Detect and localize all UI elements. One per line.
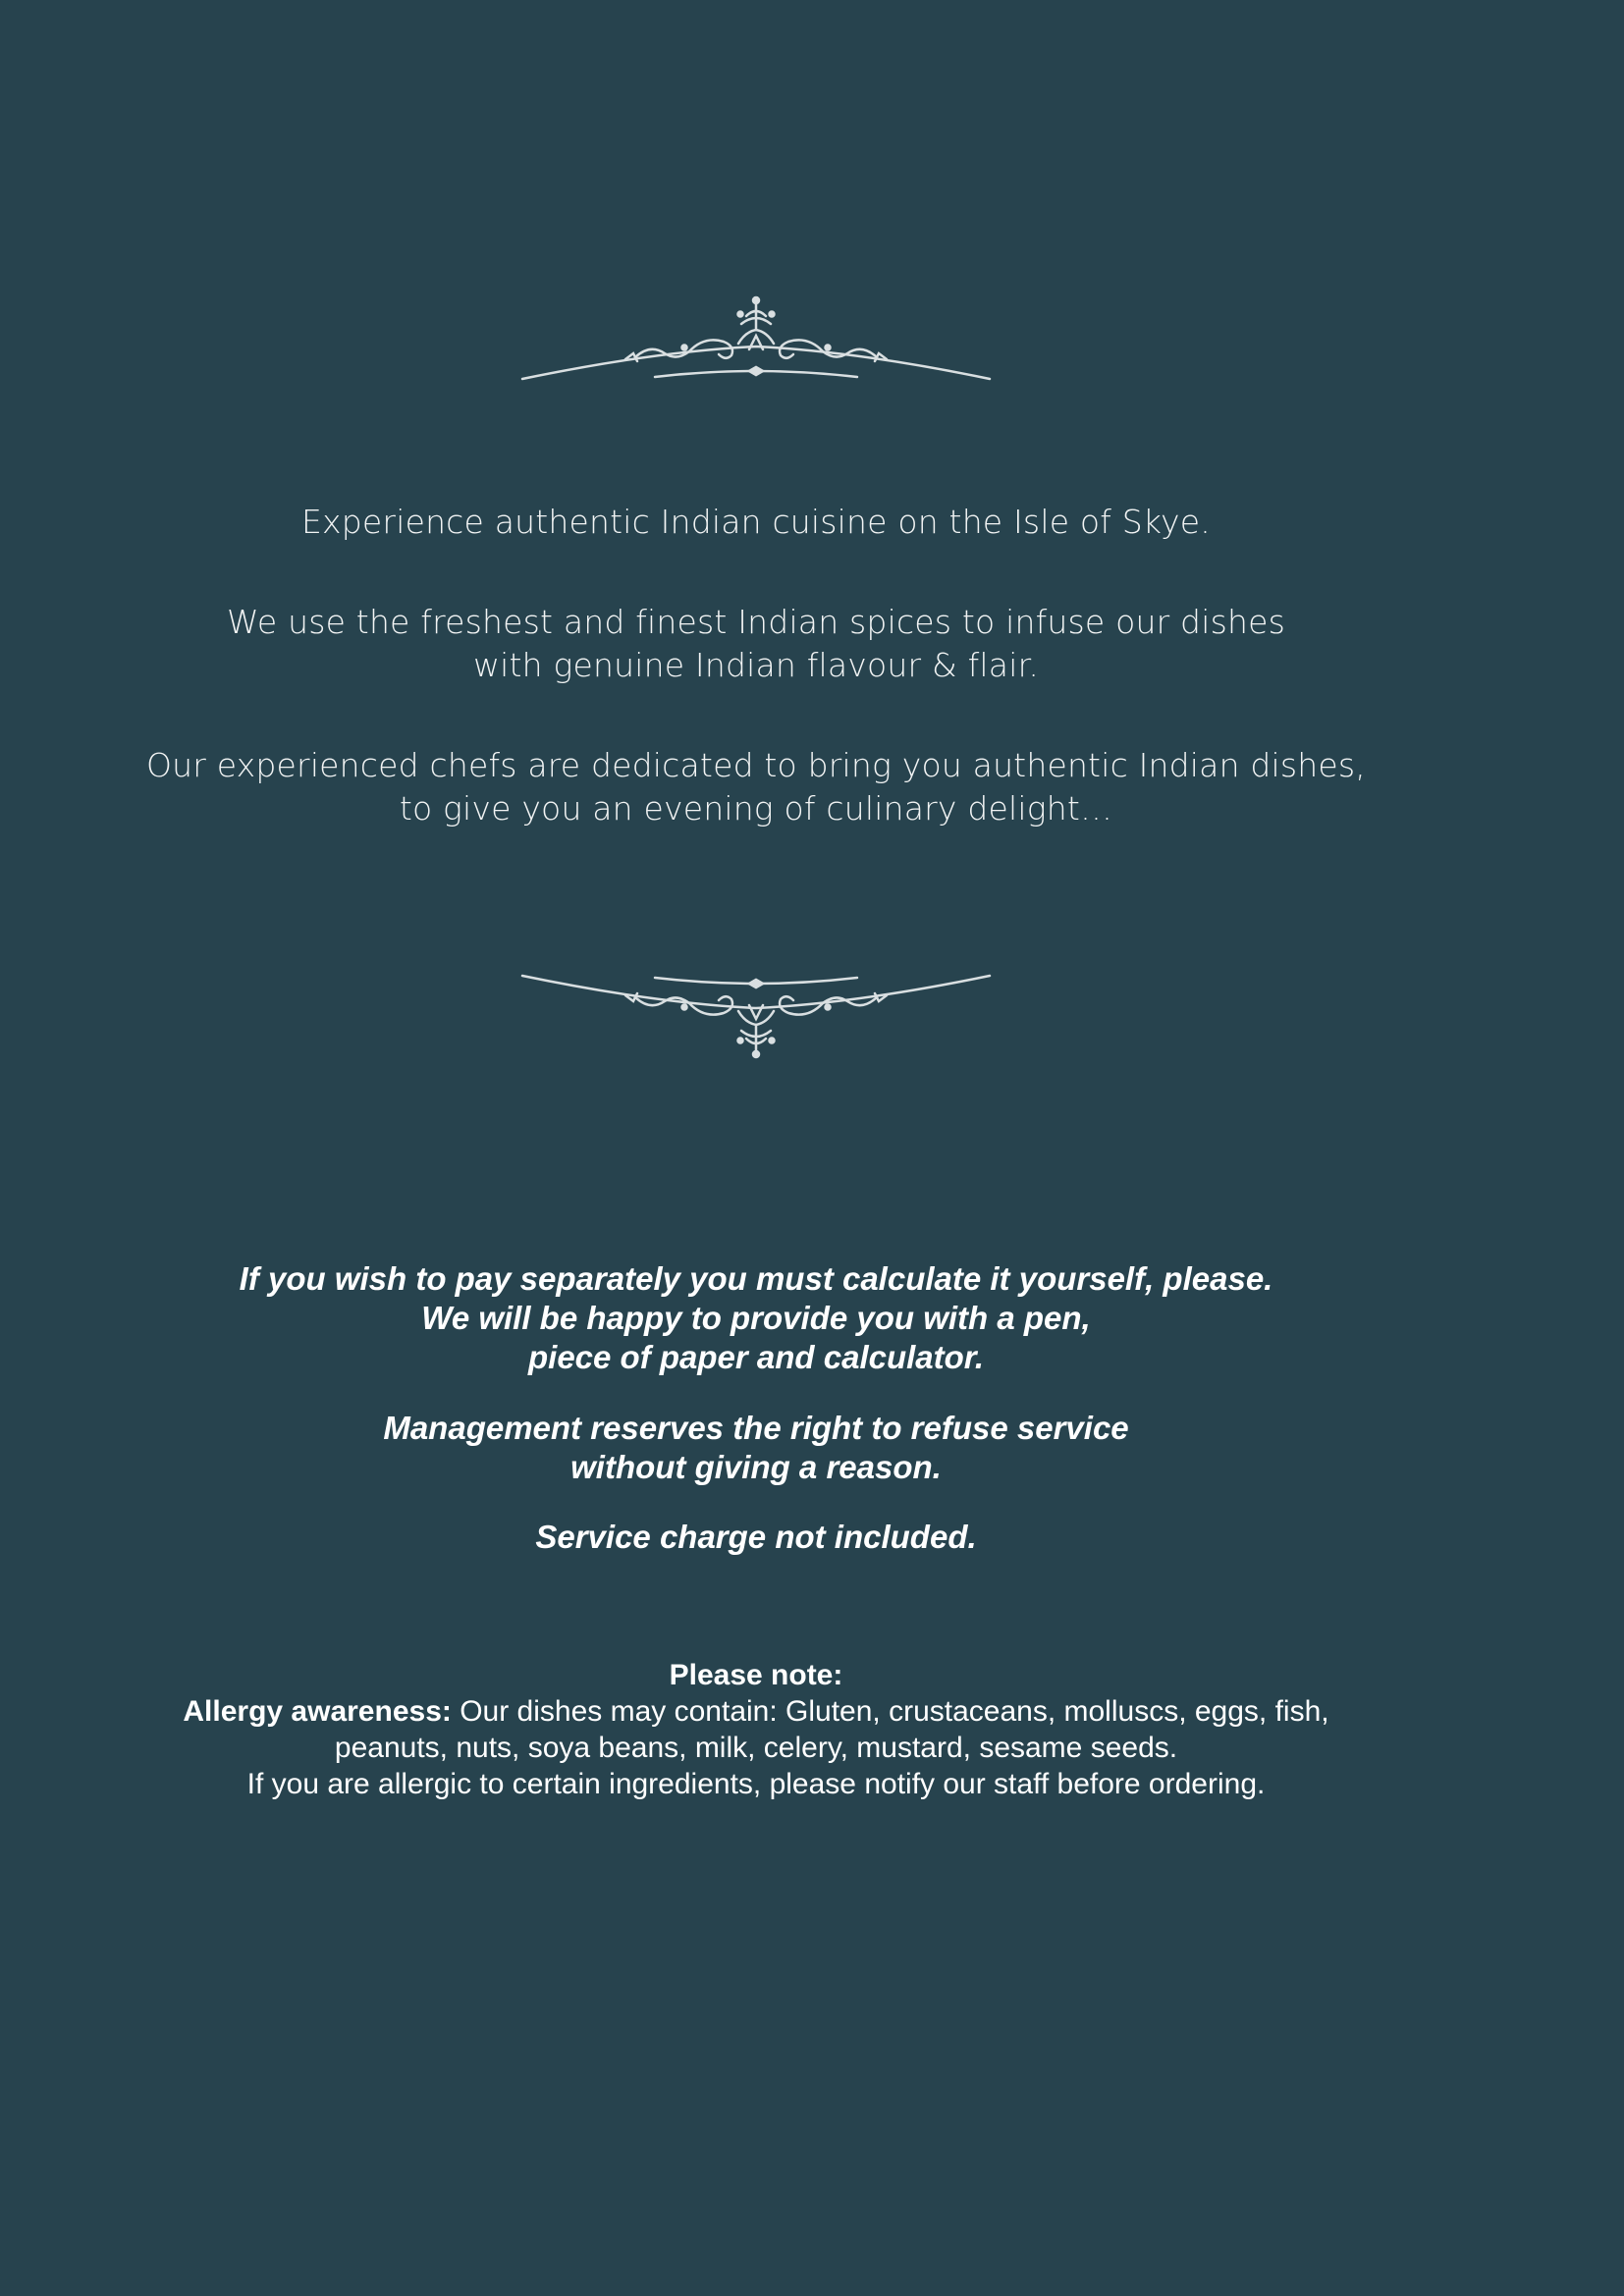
intro-paragraph-1 bbox=[0, 501, 1512, 544]
service-charge-notice bbox=[0, 1518, 1512, 1557]
bottom-flourish-ornament bbox=[517, 964, 995, 1062]
allergy-label: Allergy awareness: bbox=[183, 1695, 452, 1728]
intro-line: with genuine Indian flavour & flair. bbox=[472, 646, 1040, 684]
policy-line: We will be happy to provide you with a pen, bbox=[421, 1300, 1091, 1336]
policy-line: If you wish to pay separately you must calculate it yourself, please. bbox=[239, 1260, 1273, 1297]
intro-line: We use the freshest and finest Indian spices to infuse our dishes bbox=[227, 603, 1285, 641]
allergy-notice bbox=[0, 1657, 1512, 1802]
policy-line: Management reserves the right to refuse service bbox=[383, 1410, 1129, 1446]
top-flourish-ornament bbox=[517, 293, 995, 391]
intro-line: Experience authentic Indian cuisine on the Isle of Skye. bbox=[301, 503, 1211, 541]
allergy-line-1 bbox=[0, 1693, 1512, 1730]
policy-line: without giving a reason. bbox=[570, 1449, 942, 1485]
intro-line: Our experienced chefs are dedicated to bring you authentic Indian dishes, bbox=[146, 746, 1366, 784]
intro-paragraph-2 bbox=[0, 601, 1512, 687]
allergy-heading: Please note: bbox=[669, 1659, 843, 1691]
policy-line: Service charge not included. bbox=[535, 1519, 977, 1555]
allergy-text: Our dishes may contain: Gluten, crustaceans, molluscs, eggs, fish, bbox=[451, 1695, 1329, 1728]
intro-paragraph-3 bbox=[0, 744, 1512, 830]
separate-payment-notice bbox=[0, 1259, 1512, 1377]
allergy-line-3: If you are allergic to certain ingredients, please notify our staff before ordering. bbox=[246, 1768, 1266, 1800]
allergy-line-2: peanuts, nuts, soya beans, milk, celery, mustard, sesame seeds. bbox=[334, 1732, 1178, 1764]
refuse-service-notice bbox=[0, 1409, 1512, 1487]
intro-line: to give you an evening of culinary delight… bbox=[399, 789, 1113, 828]
policy-line: piece of paper and calculator. bbox=[528, 1339, 984, 1375]
